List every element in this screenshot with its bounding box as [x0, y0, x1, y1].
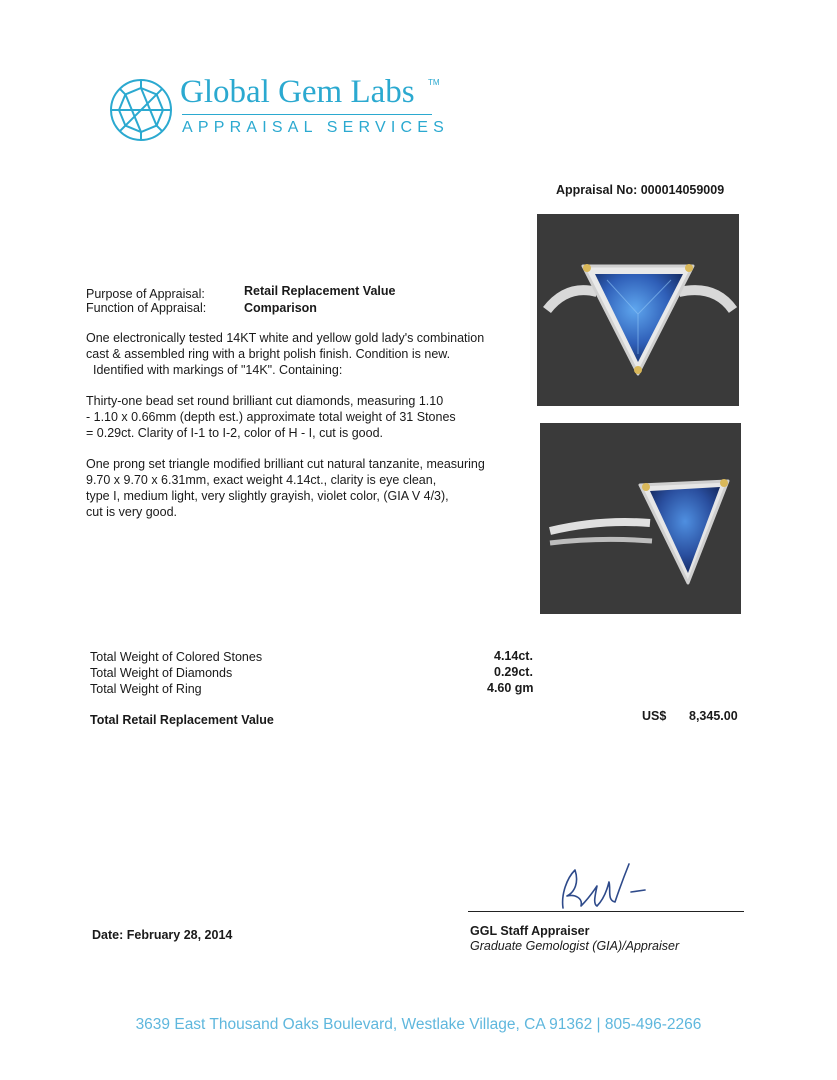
ring-photo-side: [540, 423, 741, 614]
total-value: 4.14ct.: [494, 649, 533, 663]
appraisal-date: Date: February 28, 2014: [92, 928, 233, 942]
function-label: Function of Appraisal:: [86, 301, 207, 315]
trademark-mark: TM: [428, 78, 440, 87]
retail-amount: 8,345.00: [689, 709, 738, 723]
description-line: cut is very good.: [86, 505, 178, 519]
description-line: type I, medium light, very slightly grayish, violet color, (GIA V 4/3),: [86, 489, 449, 503]
total-label: Total Weight of Ring: [90, 682, 202, 696]
description-line: Identified with markings of "14K". Containing:: [93, 363, 343, 377]
appraisal-number: Appraisal No: 000014059009: [556, 183, 725, 197]
logo-divider: [182, 114, 432, 115]
signature-line: [468, 911, 744, 912]
total-label: Total Weight of Colored Stones: [90, 650, 263, 664]
gem-logo-icon: [108, 77, 174, 143]
total-label: Total Weight of Diamonds: [90, 666, 233, 680]
appraiser-title: Graduate Gemologist (GIA)/Appraiser: [470, 939, 680, 953]
purpose-label: Purpose of Appraisal:: [86, 287, 205, 301]
description-line: = 0.29ct. Clarity of I-1 to I-2, color of H - I, cut is good.: [86, 426, 383, 440]
retail-value-label: Total Retail Replacement Value: [90, 713, 274, 727]
description-line: - 1.10 x 0.66mm (depth est.) approximate total weight of 31 Stones: [86, 410, 456, 424]
description-line: cast & assembled ring with a bright polish finish. Condition is new.: [86, 347, 451, 361]
footer-address: 3639 East Thousand Oaks Boulevard, Westlake Village, CA 91362 | 805-496-2266: [135, 1016, 702, 1033]
retail-currency: US$: [642, 709, 667, 723]
description-line: One prong set triangle modified brilliant cut natural tanzanite, measuring: [86, 457, 485, 471]
total-value: 4.60 gm: [487, 681, 534, 695]
ring-photo-top: [537, 214, 739, 406]
description-line: One electronically tested 14KT white and yellow gold lady's combination: [86, 331, 485, 345]
appraiser-name: GGL Staff Appraiser: [470, 924, 590, 938]
description-line: Thirty-one bead set round brilliant cut diamonds, measuring 1.10: [86, 394, 444, 408]
company-name: Global Gem Labs: [180, 74, 415, 110]
total-value: 0.29ct.: [494, 665, 533, 679]
company-tagline: APPRAISAL SERVICES: [182, 119, 450, 136]
purpose-value: Retail Replacement Value: [244, 284, 396, 298]
appraiser-signature: [545, 860, 655, 916]
description-line: 9.70 x 9.70 x 6.31mm, exact weight 4.14ct., clarity is eye clean,: [86, 473, 437, 487]
function-value: Comparison: [244, 301, 317, 315]
